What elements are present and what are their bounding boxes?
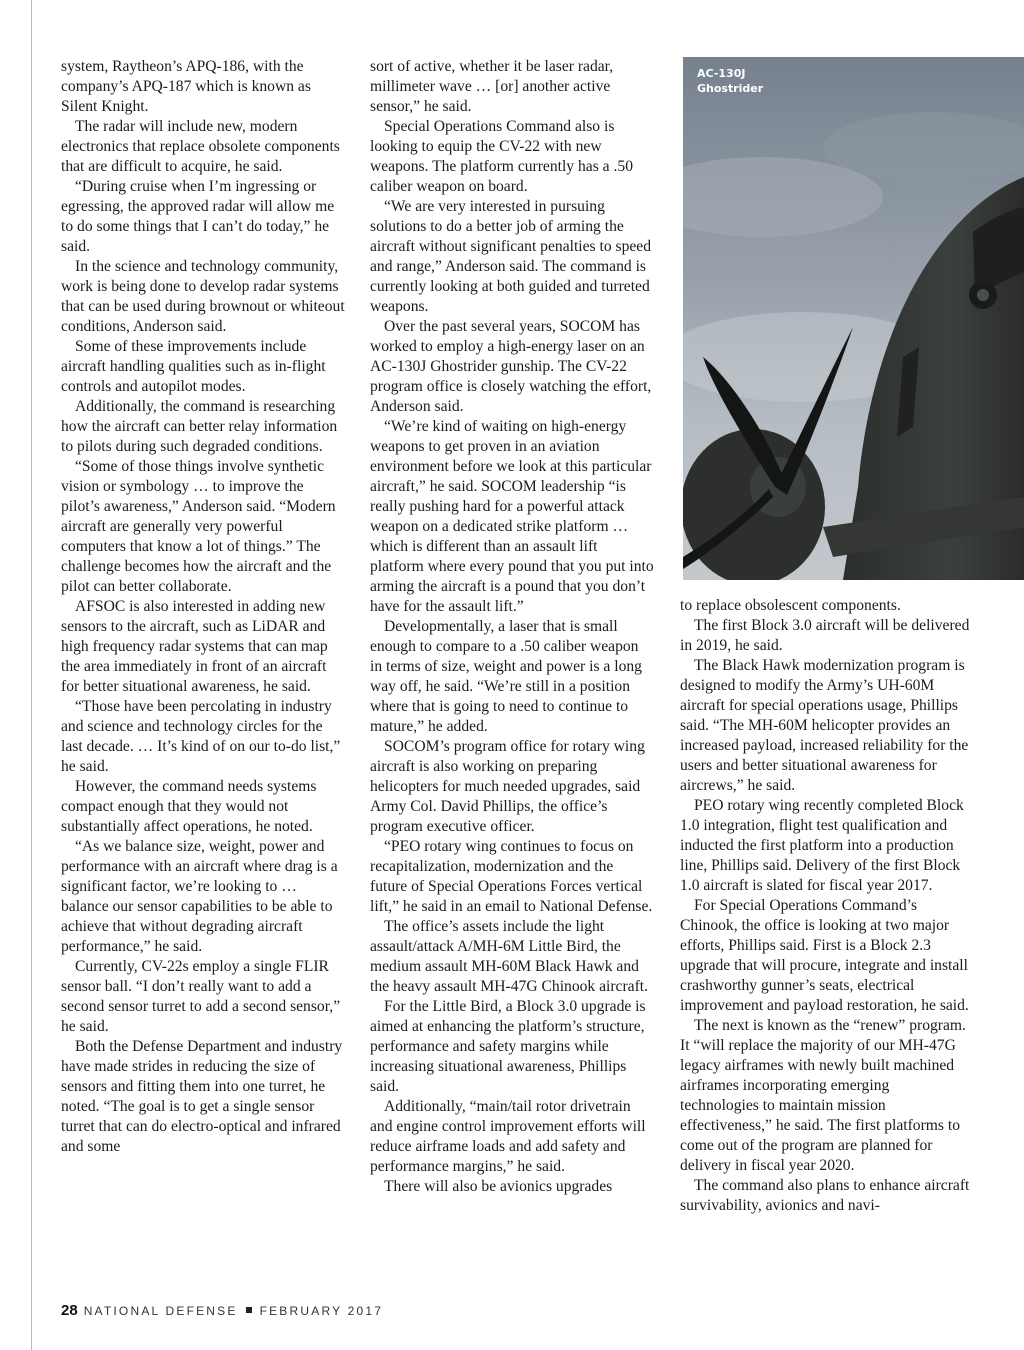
article-paragraph: Over the past several years, SOCOM has worked to employ a high-energy laser on an AC-130J Ghostrider gunship. The CV-22 program office is closely watching the effort, Anderson said. <box>370 318 652 415</box>
article-paragraph: In the science and technology community, work is being done to develop radar systems that can be used during brownout or whiteout conditions, Anderson said. <box>61 258 345 335</box>
article-paragraph: The Black Hawk modernization program is designed to modify the Army’s UH-60M aircraft for special operations usage, Phillips said. “The MH-60M helicopter provides an increased payload, increased reliability for the users and better situational awareness for aircrews,” he said. <box>680 657 969 794</box>
page-number: 28 <box>61 1302 78 1319</box>
article-paragraph: “During cruise when I’m ingressing or egressing, the approved radar will allow me to do some things that I can’t do today,” he said. <box>61 178 335 255</box>
article-paragraph: “We are very interested in pursuing solutions to do a better job of arming the aircraft without significant penalties to speed and range,” Anderson said. The command is currently looking at both guided and turreted weapons. <box>370 198 652 315</box>
article-paragraph: There will also be avionics upgrades <box>384 1178 613 1195</box>
article-paragraph: Additionally, “main/tail rotor drivetrain and engine control improvement efforts will reduce airframe loads and add safety and performance margins,” he said. <box>370 1098 646 1175</box>
article-paragraph: Both the Defense Department and industry have made strides in reducing the size of sensors and fitting them into one turret, he noted. “The goal is to get a single sensor turret that can do electro-optical and infrared and some <box>61 1038 343 1155</box>
article-paragraph: Special Operations Command also is looking to equip the CV-22 with new weapons. The platform currently has a .50 caliber weapon on board. <box>370 118 633 195</box>
aircraft-photo <box>683 57 1024 580</box>
photo-caption-line2: Ghostrider <box>697 82 764 95</box>
sensor-lens <box>977 289 989 301</box>
article-paragraph: The radar will include new, modern electronics that replace obsolete components that are difficult to acquire, he said. <box>61 118 340 175</box>
article-paragraph: SOCOM’s program office for rotary wing aircraft is also working on preparing helicopters for much needed upgrades, said Army Col. David Phillips, the office’s program executive officer. <box>370 738 645 835</box>
article-column-1 <box>61 57 345 1157</box>
footer-separator <box>246 1307 252 1313</box>
article-paragraph: to replace obsolescent components. <box>680 597 901 614</box>
article-paragraph: Some of these improvements include aircraft handling qualities such as in-flight controls and autopilot modes. <box>61 338 326 395</box>
article-paragraph: PEO rotary wing recently completed Block 1.0 integration, flight test qualification and inducted the first platform into a production line, Phillips said. Delivery of the first Block 1.0 aircraft is slated for fiscal year 2017. <box>680 797 964 894</box>
article-paragraph: For Special Operations Command’s Chinook, the office is looking at two major efforts, Phillips said. First is a Block 2.3 upgrade that will procure, integrate and install crashworthy gunner’s seats, electrical improvement and payload restoration, he said. <box>680 897 969 1014</box>
article-paragraph: Currently, CV-22s employ a single FLIR sensor ball. “I don’t really want to add a second sensor turret to add a second sensor,” he said. <box>61 958 341 1035</box>
article-column-3 <box>680 596 970 1216</box>
article-paragraph: For the Little Bird, a Block 3.0 upgrade is aimed at enhancing the platform’s structure, performance and safety margins while increasing situational awareness, Phillips said. <box>370 998 646 1095</box>
photo-caption <box>697 66 763 96</box>
article-paragraph: “We’re kind of waiting on high-energy weapons to get proven in an aviation environment before we look at this particular aircraft,” he said. SOCOM leadership “is really pushing hard for a powerful attack weapon on a dedicated strike platform … which is different than an assault lift platform where every pound that you put into arming the aircraft is a pound that you don’t have for the assault lift.” <box>370 418 654 615</box>
article-paragraph: “Some of those things involve synthetic vision or symbology … to improve the pilot’s awareness,” Anderson said. “Modern aircraft are generally very powerful computers that know a lot of things.” The challenge becomes how the aircraft and the pilot can better collaborate. <box>61 458 336 595</box>
article-paragraph: Additionally, the command is researching how the aircraft can better relay information to pilots during such degraded conditions. <box>61 398 338 455</box>
article-column-2 <box>370 57 654 1197</box>
article-paragraph: The first Block 3.0 aircraft will be delivered in 2019, he said. <box>680 617 970 654</box>
article-paragraph: system, Raytheon’s APQ-186, with the company’s APQ-187 which is known as Silent Knight. <box>61 58 311 115</box>
publication-name: NATIONAL DEFENSE <box>83 1304 238 1318</box>
article-paragraph: However, the command needs systems compact enough that they would not substantially affect operations, he noted. <box>61 778 317 835</box>
article-paragraph: The office’s assets include the light assault/attack A/MH-6M Little Bird, the medium assault MH-60M Black Hawk and the heavy assault MH-47G Chinook aircraft. <box>370 918 649 995</box>
article-paragraph: “As we balance size, weight, power and performance with an aircraft where drag is a significant factor, we’re looking to … balance our sensor capabilities to be able to achieve that without degrading aircraft performance,” he said. <box>61 838 338 955</box>
photo-caption-line1: AC-130J <box>697 67 746 80</box>
article-paragraph: “PEO rotary wing continues to focus on recapitalization, modernization and the future of Special Operations Forces vertical lift,” he said in an email to National Defense. <box>370 838 653 915</box>
page-margin-rule <box>31 0 32 1350</box>
article-paragraph: sort of active, whether it be laser radar, millimeter wave … [or] another active sensor,” he said. <box>370 58 614 115</box>
article-paragraph: Developmentally, a laser that is small enough to compare to a .50 caliber weapon in terms of size, weight and power is a long way off, he said. “We’re still in a position where that is going to need to continue to mature,” he added. <box>370 618 642 735</box>
article-paragraph: “Those have been percolating in industry and science and technology circles for the last decade. … It’s kind of on our to-do list,” he said. <box>61 698 341 775</box>
article-paragraph: The next is known as the “renew” program. It “will replace the majority of our MH-47G legacy airframes with newly built machined airframes incorporating emerging technologies to maintain mission effectiveness,” he said. The first platforms to come out of the program are planned for delivery in fiscal year 2020. <box>680 1017 966 1174</box>
issue-date: FEBRUARY 2017 <box>259 1304 384 1318</box>
aircraft-illustration <box>683 57 1024 580</box>
article-paragraph: The command also plans to enhance aircraft survivability, avionics and navi- <box>680 1177 970 1214</box>
page-footer <box>61 1302 383 1319</box>
article-paragraph: AFSOC is also interested in adding new sensors to the aircraft, such as LiDAR and high frequency radar systems that can map the area immediately in front of an aircraft for better situational awareness, he said. <box>61 598 328 695</box>
